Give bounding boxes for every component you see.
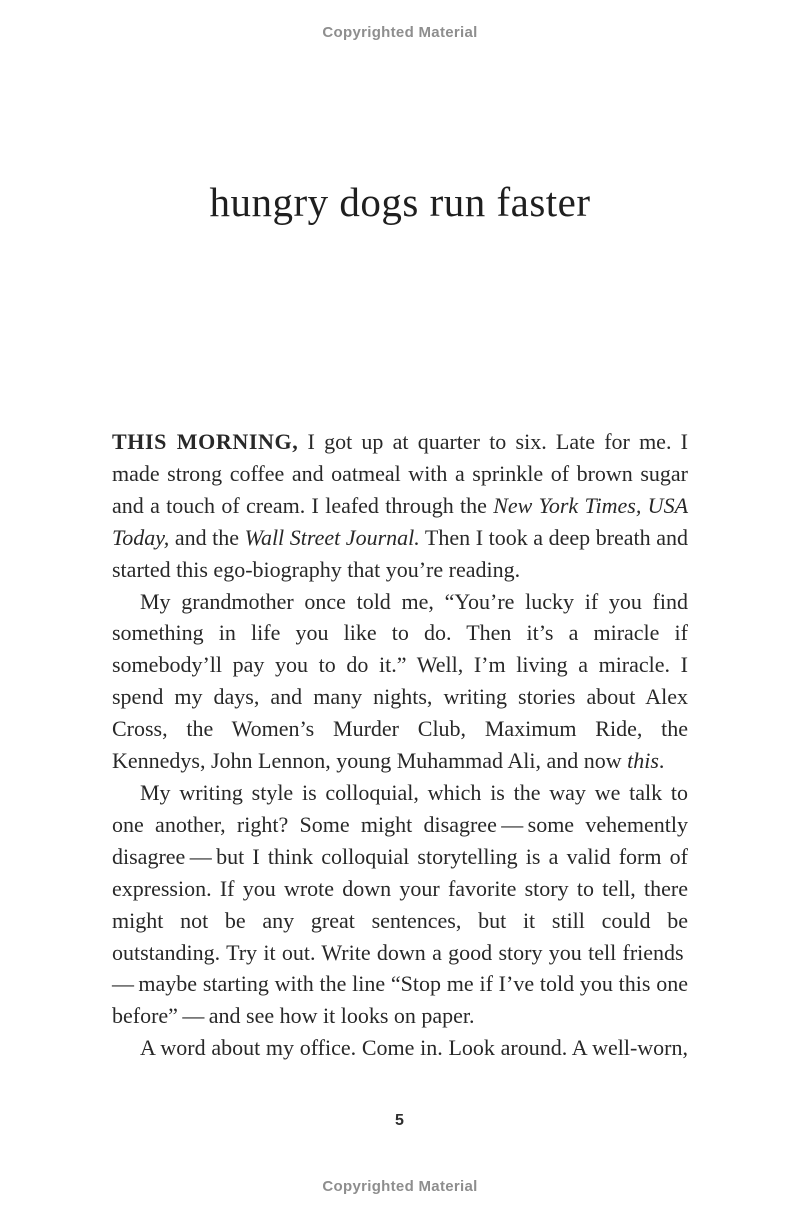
text-run: this bbox=[627, 748, 659, 774]
text-run: I got up at quarter to six. Late for me. I made strong coffee and oatmeal with a sprinkle of brown sugar and a touch of cream. I leafed through the bbox=[112, 429, 688, 518]
text-run: and the bbox=[169, 524, 245, 550]
text-run: . bbox=[658, 748, 665, 774]
text-run: My grandmother once told me, “You’re lucky if you find something in life you like to do. Then it’s a miracle if somebody’ll pay you to do it.” Well, I’m living a miracle. I spend my days, and many nights, writing stories about Alex Cross, the Women’s Murder Club, Maximum Ride, the Kennedys, John Lennon, young Muhammad Ali, and now bbox=[112, 588, 688, 774]
paragraph bbox=[112, 586, 688, 777]
paragraph bbox=[112, 1032, 688, 1064]
body-text bbox=[112, 426, 688, 1064]
text-run: A word about my office. Come in. Look around. A well-worn, bbox=[140, 1035, 688, 1061]
text-run: Wall Street Journal. bbox=[244, 524, 420, 550]
text-run: My writing style is colloquial, which is the way we talk to one another, right? Some might disagree — some vehemently disagree — but I think colloquial storytelling is a valid form of expression. If you wrote down your favorite story to tell, there might not be any great sentences, but it still could be outstanding. Try it out. Write down a good story you tell friends — maybe starting with the line “Stop me if I’ve told you this one before” — and see how it looks on paper. bbox=[112, 779, 688, 1029]
paragraph bbox=[112, 426, 688, 586]
page-number: 5 bbox=[395, 1112, 405, 1129]
paragraph bbox=[112, 777, 688, 1032]
text-run: New York Times, USA Today, bbox=[112, 492, 689, 550]
text-run: THIS MORNING, bbox=[112, 429, 299, 454]
copyright-notice-bottom: Copyrighted Material bbox=[322, 1178, 478, 1195]
chapter-title: hungry dogs run faster bbox=[209, 179, 591, 225]
text-run: Then I took a deep breath and started this ego-biography that you’re reading. bbox=[112, 524, 688, 582]
copyright-notice-top: Copyrighted Material bbox=[322, 24, 478, 41]
